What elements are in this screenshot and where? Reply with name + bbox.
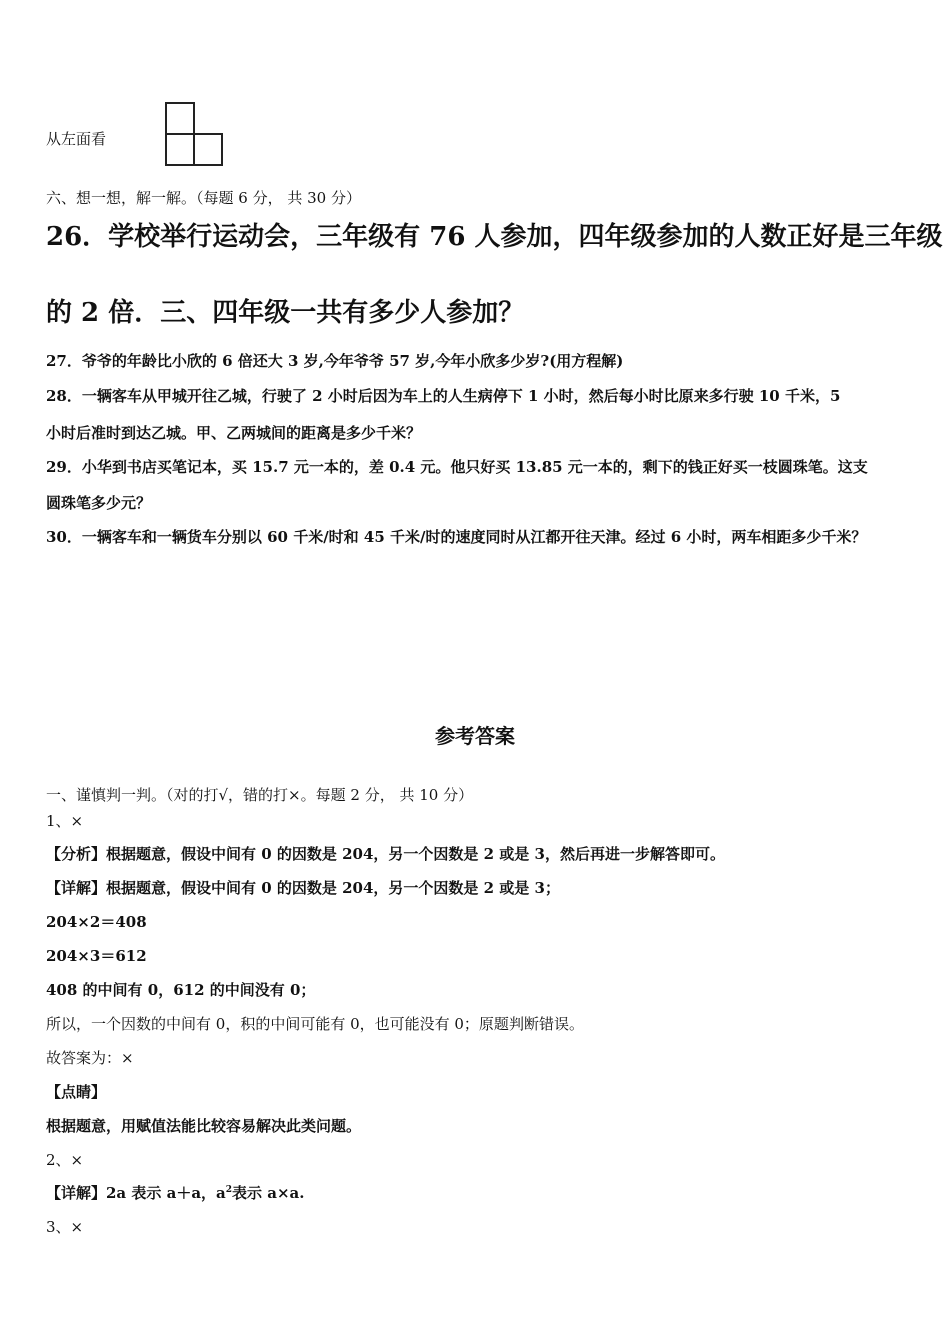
question-27: 27．爷爷的年龄比小欣的 6 倍还大 3 岁,今年爷爷 57 岁,今年小欣多少岁?(用方程解): [46, 352, 624, 370]
answer-2-detail-prefix: 【详解】2a 表示 a＋a，a: [46, 1184, 226, 1202]
figure-square-bottom-left: [165, 133, 195, 166]
figure-square-top: [165, 102, 195, 135]
answer-1-final: 故答案为：×: [46, 1049, 134, 1067]
answer-1-tip-label: 【点睛】: [46, 1083, 107, 1101]
answer-2: 2、×: [46, 1151, 84, 1169]
question-28-line-1: 28．一辆客车从甲城开往乙城，行驶了 2 小时后因为车上的人生病停下 1 小时，然后每小时比原来多行驶 10 千米，5: [46, 387, 841, 405]
answer-3: 3、×: [46, 1218, 84, 1236]
question-26-line-2: 的 2 倍．三、四年级一共有多少人参加？: [46, 298, 525, 328]
question-29-line-1: 29．小华到书店买笔记本，买 15.7 元一本的，差 0.4 元。他只好买 13.85 元一本的，剩下的钱正好买一枝圆珠笔。这支: [46, 458, 868, 476]
section-6-heading: 六、想一想，解一解。（每题 6 分， 共 30 分）: [46, 189, 361, 207]
question-29-line-2: 圆珠笔多少元？: [46, 494, 152, 512]
answer-2-detail: [46, 1182, 304, 1203]
question-26-line-1: 26．学校举行运动会，三年级有 76 人参加，四年级参加的人数正好是三年级: [46, 222, 943, 252]
answer-2-detail-superscript: 2: [225, 1185, 233, 1195]
figure-square-bottom-right: [193, 133, 223, 166]
answer-2-detail-suffix: 表示 a×a.: [232, 1184, 305, 1202]
left-view-figure: [165, 102, 223, 166]
question-30: 30．一辆客车和一辆货车分别以 60 千米/时和 45 千米/时的速度同时从江都开往天津。经过 6 小时，两车相距多少千米？: [46, 528, 867, 546]
answer-1: 1、×: [46, 812, 84, 830]
answers-section-1-heading: 一、谨慎判一判。（对的打√，错的打×。每题 2 分， 共 10 分）: [46, 786, 474, 804]
answer-1-analysis: 【分析】根据题意，假设中间有 0 的因数是 204，另一个因数是 2 或是 3，然后再进一步解答即可。: [46, 845, 725, 863]
answer-1-calc-1: 204×2＝408: [46, 913, 147, 931]
answers-title: 参考答案: [435, 724, 515, 748]
answer-1-note: 408 的中间有 0，612 的中间没有 0；: [46, 981, 316, 999]
answer-1-tip: 根据题意，用赋值法能比较容易解决此类问题。: [46, 1117, 362, 1135]
figure-label: 从左面看: [46, 130, 107, 148]
answer-1-detail: 【详解】根据题意，假设中间有 0 的因数是 204，另一个因数是 2 或是 3；: [46, 879, 560, 897]
answer-1-conclusion: 所以，一个因数的中间有 0，积的中间可能有 0，也可能没有 0；原题判断错误。: [46, 1015, 584, 1033]
answer-1-calc-2: 204×3＝612: [46, 947, 147, 965]
question-28-line-2: 小时后准时到达乙城。甲、乙两城间的距离是多少千米？: [46, 424, 422, 442]
